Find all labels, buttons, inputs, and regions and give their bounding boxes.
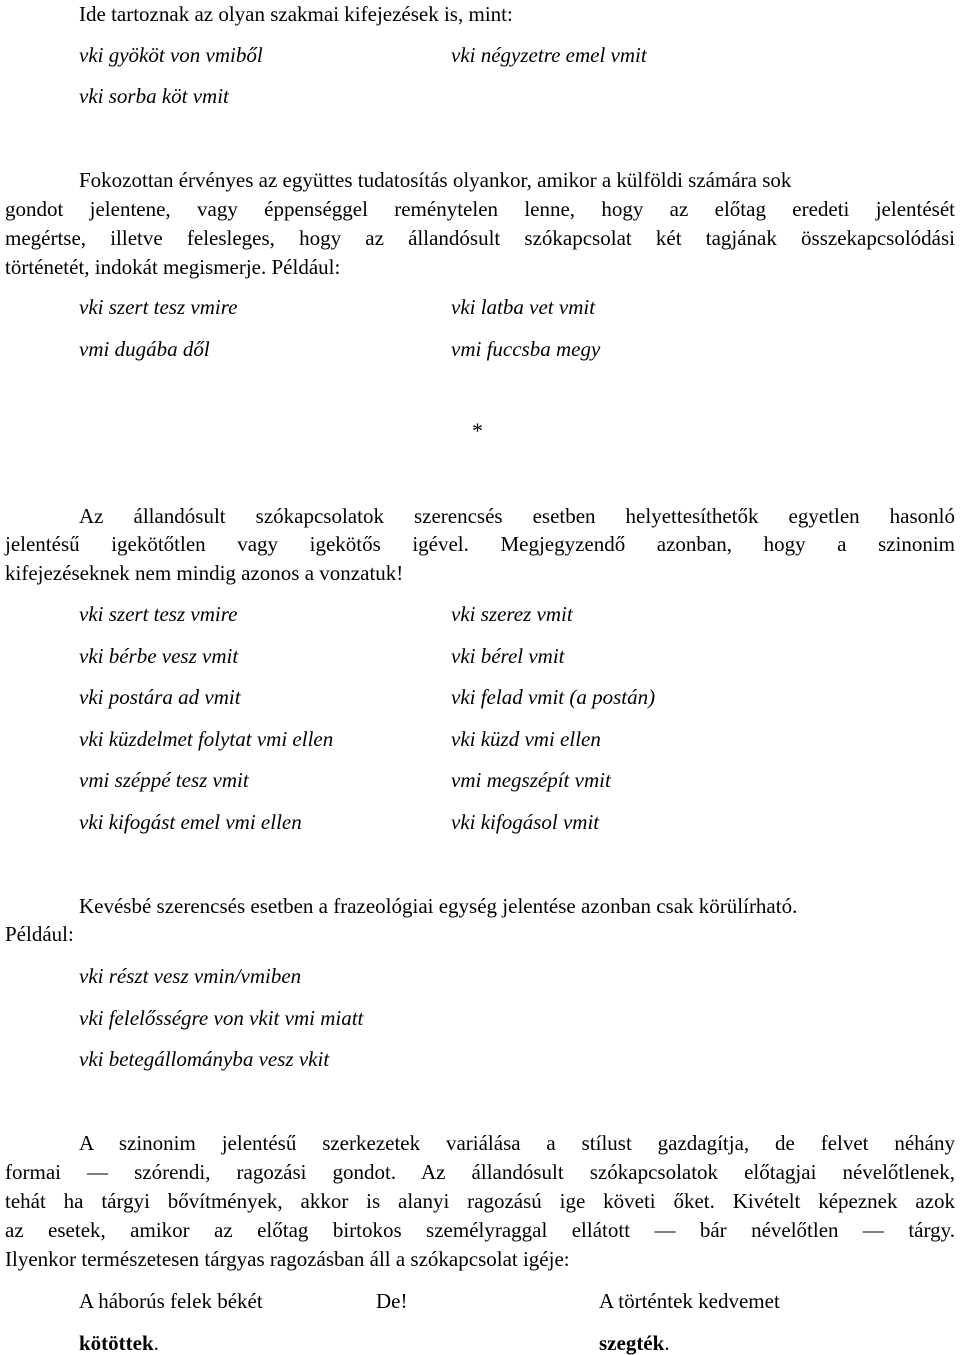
- section-separator: *: [472, 418, 483, 443]
- pair-left: vki postára ad vmit: [79, 685, 241, 709]
- paragraph-line: gondot jelentene, vagy éppenséggel reménytelen lenne, hogy az előtag eredeti jelentését: [5, 197, 955, 221]
- paragraph-line: jelentésű igekötőtlen vagy igekötős igével. Megjegyzendő azonban, hogy a szinonim: [5, 532, 955, 556]
- final-col2: De!: [376, 1289, 408, 1313]
- paragraph-line: Ilyenkor természetesen tárgyas ragozásban áll a szókapcsolat igéje:: [5, 1247, 570, 1271]
- paragraph-line: formai — szórendi, ragozási gondot. Az állandósult szókapcsolatok előtagjai névelőtlenek,: [5, 1160, 955, 1184]
- example-item: vki négyzetre emel vmit: [451, 43, 647, 67]
- example-item: vki betegállományba vesz vkit: [79, 1047, 330, 1071]
- paragraph-line: megértse, illetve felesleges, hogy az állandósult szókapcsolat két tagjának összekapcsolódási: [5, 226, 955, 250]
- paragraph-line: Például:: [5, 922, 74, 946]
- example-item: vki sorba köt vmit: [79, 84, 229, 108]
- final-col1-verb: kötöttek: [79, 1331, 154, 1355]
- example-item: vki gyököt von vmiből: [79, 43, 263, 67]
- pair-left: vki szert tesz vmire: [79, 602, 238, 626]
- example-item: vki részt vesz vmin/vmiben: [79, 964, 302, 988]
- intro-line: Ide tartoznak az olyan szakmai kifejezések is, mint:: [79, 2, 513, 26]
- final-col3-verb: szegték: [599, 1331, 665, 1355]
- example-item: vmi dugába dől: [79, 337, 210, 361]
- example-item: vki felelősségre von vkit vmi miatt: [79, 1006, 364, 1030]
- paragraph-line: Fokozottan érvényes az együttes tudatosítás olyankor, amikor a külföldi számára sok: [79, 168, 792, 192]
- example-item: vki szert tesz vmire: [79, 295, 238, 319]
- paragraph-line: az esetek, amikor az előtag birtokos személyraggal ellátott — bár névelőtlen — tárgy.: [5, 1218, 955, 1242]
- pair-left: vki küzdelmet folytat vmi ellen: [79, 727, 334, 751]
- example-item: vmi fuccsba megy: [451, 337, 601, 361]
- final-col3-line2: szegték.: [599, 1331, 670, 1355]
- final-col1-line2: kötöttek.: [79, 1331, 159, 1355]
- paragraph-line: Kevésbé szerencsés esetben a frazeológiai egység jelentése azonban csak körülírható.: [79, 894, 798, 918]
- paragraph-line: tehát ha tárgyi bővítmények, akkor is alanyi ragozású ige követi őket. Kivételt képeznek azok: [5, 1189, 955, 1213]
- pair-right: vmi megszépít vmit: [451, 768, 611, 792]
- pair-right: vki kifogásol vmit: [451, 810, 600, 834]
- example-item: vki latba vet vmit: [451, 295, 596, 319]
- pair-right: vki felad vmit (a postán): [451, 685, 656, 709]
- pair-left: vmi széppé tesz vmit: [79, 768, 249, 792]
- pair-left: vki bérbe vesz vmit: [79, 644, 239, 668]
- paragraph-line: Az állandósult szókapcsolatok szerencsés esetben helyettesíthetők egyetlen hasonló: [79, 504, 955, 528]
- final-col1-line1: A háborús felek békét: [79, 1289, 263, 1313]
- pair-right: vki küzd vmi ellen: [451, 727, 601, 751]
- paragraph-line: történetét, indokát megismerje. Például:: [5, 255, 341, 279]
- paragraph-line: kifejezéseknek nem mindig azonos a vonzatuk!: [5, 561, 404, 585]
- pair-right: vki szerez vmit: [451, 602, 573, 626]
- pair-right: vki bérel vmit: [451, 644, 565, 668]
- paragraph-line: A szinonim jelentésű szerkezetek variálása a stílust gazdagítja, de felvet néhány: [79, 1131, 955, 1155]
- pair-left: vki kifogást emel vmi ellen: [79, 810, 302, 834]
- final-col3-line1: A történtek kedvemet: [599, 1289, 780, 1313]
